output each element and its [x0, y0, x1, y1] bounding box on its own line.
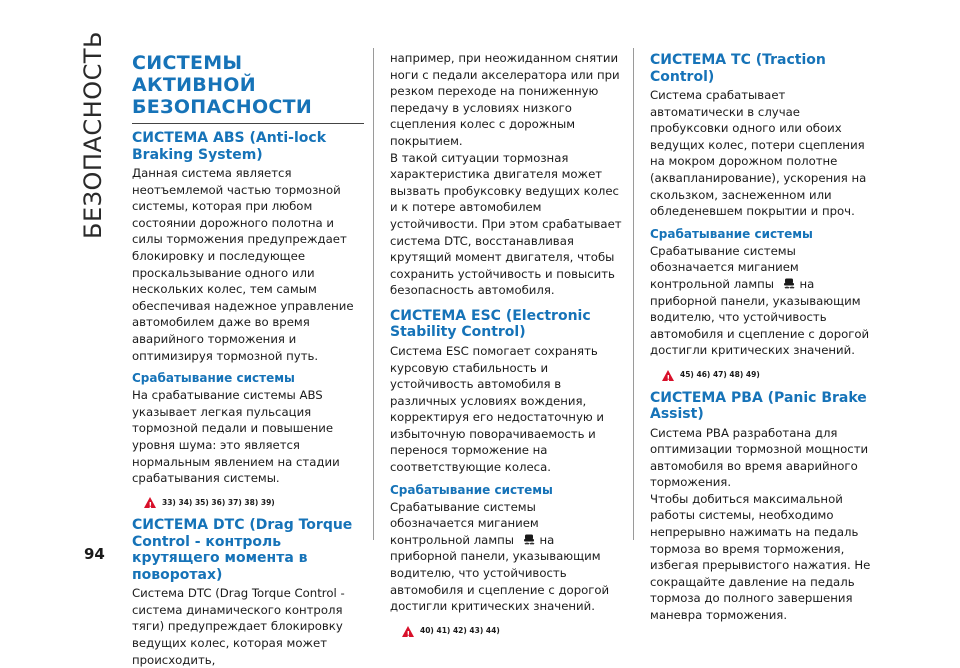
- warning-triangle-icon: [402, 626, 414, 637]
- tc-paragraph: Система срабатывает автоматически в случае пробуксовки одного или обоих ведущих колес, потери сцепления на мокром дорожном полотне (аквапланирование), ускорения на скользком, заснеженном или обледеневшем покрытии и проч.: [650, 88, 867, 219]
- section-title-vertical: БЕЗОПАСНОСТЬ: [79, 31, 107, 239]
- tc-heading: СИСТЕМА TC (Traction Control): [650, 52, 826, 85]
- column-3: [650, 52, 882, 624]
- esc-trigger-text-b: на приборной панели, указывающим водителю, что устойчивость автомобиля и сцепление с дорогой достигли критических значений.: [390, 532, 610, 614]
- column-2: [390, 50, 622, 641]
- tc-trigger-paragraph: [650, 243, 882, 359]
- tc-refs-text: 45) 46) 47) 48) 49): [680, 369, 760, 379]
- tc-trigger-heading: Срабатывание системы: [650, 226, 813, 241]
- dtc-paragraph-continued: например, при неожиданном снятии ноги с педали акселератора или при резком переходе на пониженную передачу в условиях низкого сцепления колес с дорожным покрытием.: [390, 51, 620, 148]
- pba-heading: СИСТЕМА PBA (Panic Brake Assist): [650, 389, 867, 422]
- esc-paragraph: Система ESC помогает сохранять курсовую стабильность и устойчивость автомобиля в различных условиях вождения, корректируя его недостаточную и избыточную поворачиваемость и перенося торможение на соответствующие колеса.: [390, 343, 605, 475]
- tc-warning-refs: [662, 367, 882, 384]
- warning-triangle-icon: [662, 370, 674, 381]
- tc-trigger-text-a: Срабатывание системы обозначается миганием контрольной лампы: [650, 243, 799, 291]
- esc-heading: СИСТЕМА ESC (Electronic Stability Control): [390, 307, 591, 341]
- abs-paragraph: Данная система является неотъемлемой частью тормозной системы, которая при любом состоянии дорожного полотна и силы торможения предупреждает блокировку и последующее проскальзывание одного или нескольких колес, тем самым обеспечивая надежное управление автомобилем даже во время аварийного торможения и оптимизируя тормозной путь.: [132, 166, 354, 363]
- column-divider: [633, 48, 634, 540]
- abs-trigger-heading: Срабатывание системы: [132, 371, 295, 386]
- abs-warning-refs: [144, 495, 364, 512]
- column-divider: [373, 48, 374, 540]
- pba-paragraph: Система PBA разработана для оптимизации тормозной мощности автомобиля во время аварийного торможения.: [650, 425, 869, 490]
- traction-control-lamp-icon: [522, 533, 536, 547]
- abs-trigger-paragraph: На срабатывание системы ABS указывает легкая пульсация тормозной педали и повышение уровня шума: это является нормальным явлением на стадии срабатывания системы.: [132, 388, 340, 486]
- esc-trigger-heading: Срабатывание системы: [390, 482, 553, 497]
- sidebar-section-tab: [76, 30, 110, 240]
- column-1: [132, 52, 364, 668]
- page-title: СИСТЕМЫ АКТИВНОЙ БЕЗОПАСНОСТИ: [132, 52, 364, 124]
- tc-trigger-text-b: на приборной панели, указывающим водителю, что устойчивость автомобиля и сцепление с дорогой достигли критических значений.: [650, 276, 870, 358]
- abs-heading: СИСТЕМА ABS (Anti-lock Braking System): [132, 130, 327, 163]
- traction-control-lamp-icon: [782, 277, 796, 291]
- pba-paragraph-2: Чтобы добиться максимальной работы системы, необходимо непрерывно нажимать на педаль тормоза во время торможения, избегая прерывистого нажатия. Не сокращайте давление на педаль тормоза до полного завершения маневра торможения.: [650, 491, 871, 623]
- warning-triangle-icon: [144, 497, 156, 508]
- esc-trigger-paragraph: [390, 499, 622, 615]
- dtc-paragraph: Система DTC (Drag Torque Control - система динамического контроля тяги) предупреждает блокировку ведущих колес, которая может происходить,: [132, 586, 345, 667]
- esc-warning-refs: [402, 623, 622, 640]
- abs-refs-text: 33) 34) 35) 36) 37) 38) 39): [162, 497, 275, 507]
- dtc-paragraph-2: В такой ситуации тормозная характеристика двигателя может вызвать пробуксовку ведущих колес и к потере автомобилем устойчивости. При этом срабатывает система DTC, восстанавливая крутящий момент двигателя, чтобы сохранить устойчивость и повысить безопасность автомобиля.: [390, 150, 622, 298]
- esc-refs-text: 40) 41) 42) 43) 44): [420, 625, 500, 635]
- dtc-heading: СИСТЕМА DTC (Drag Torque Control - контроль крутящего момента в поворотах): [132, 517, 353, 583]
- page-number: 94: [84, 545, 105, 563]
- esc-trigger-text-a: Срабатывание системы обозначается миганием контрольной лампы: [390, 499, 539, 547]
